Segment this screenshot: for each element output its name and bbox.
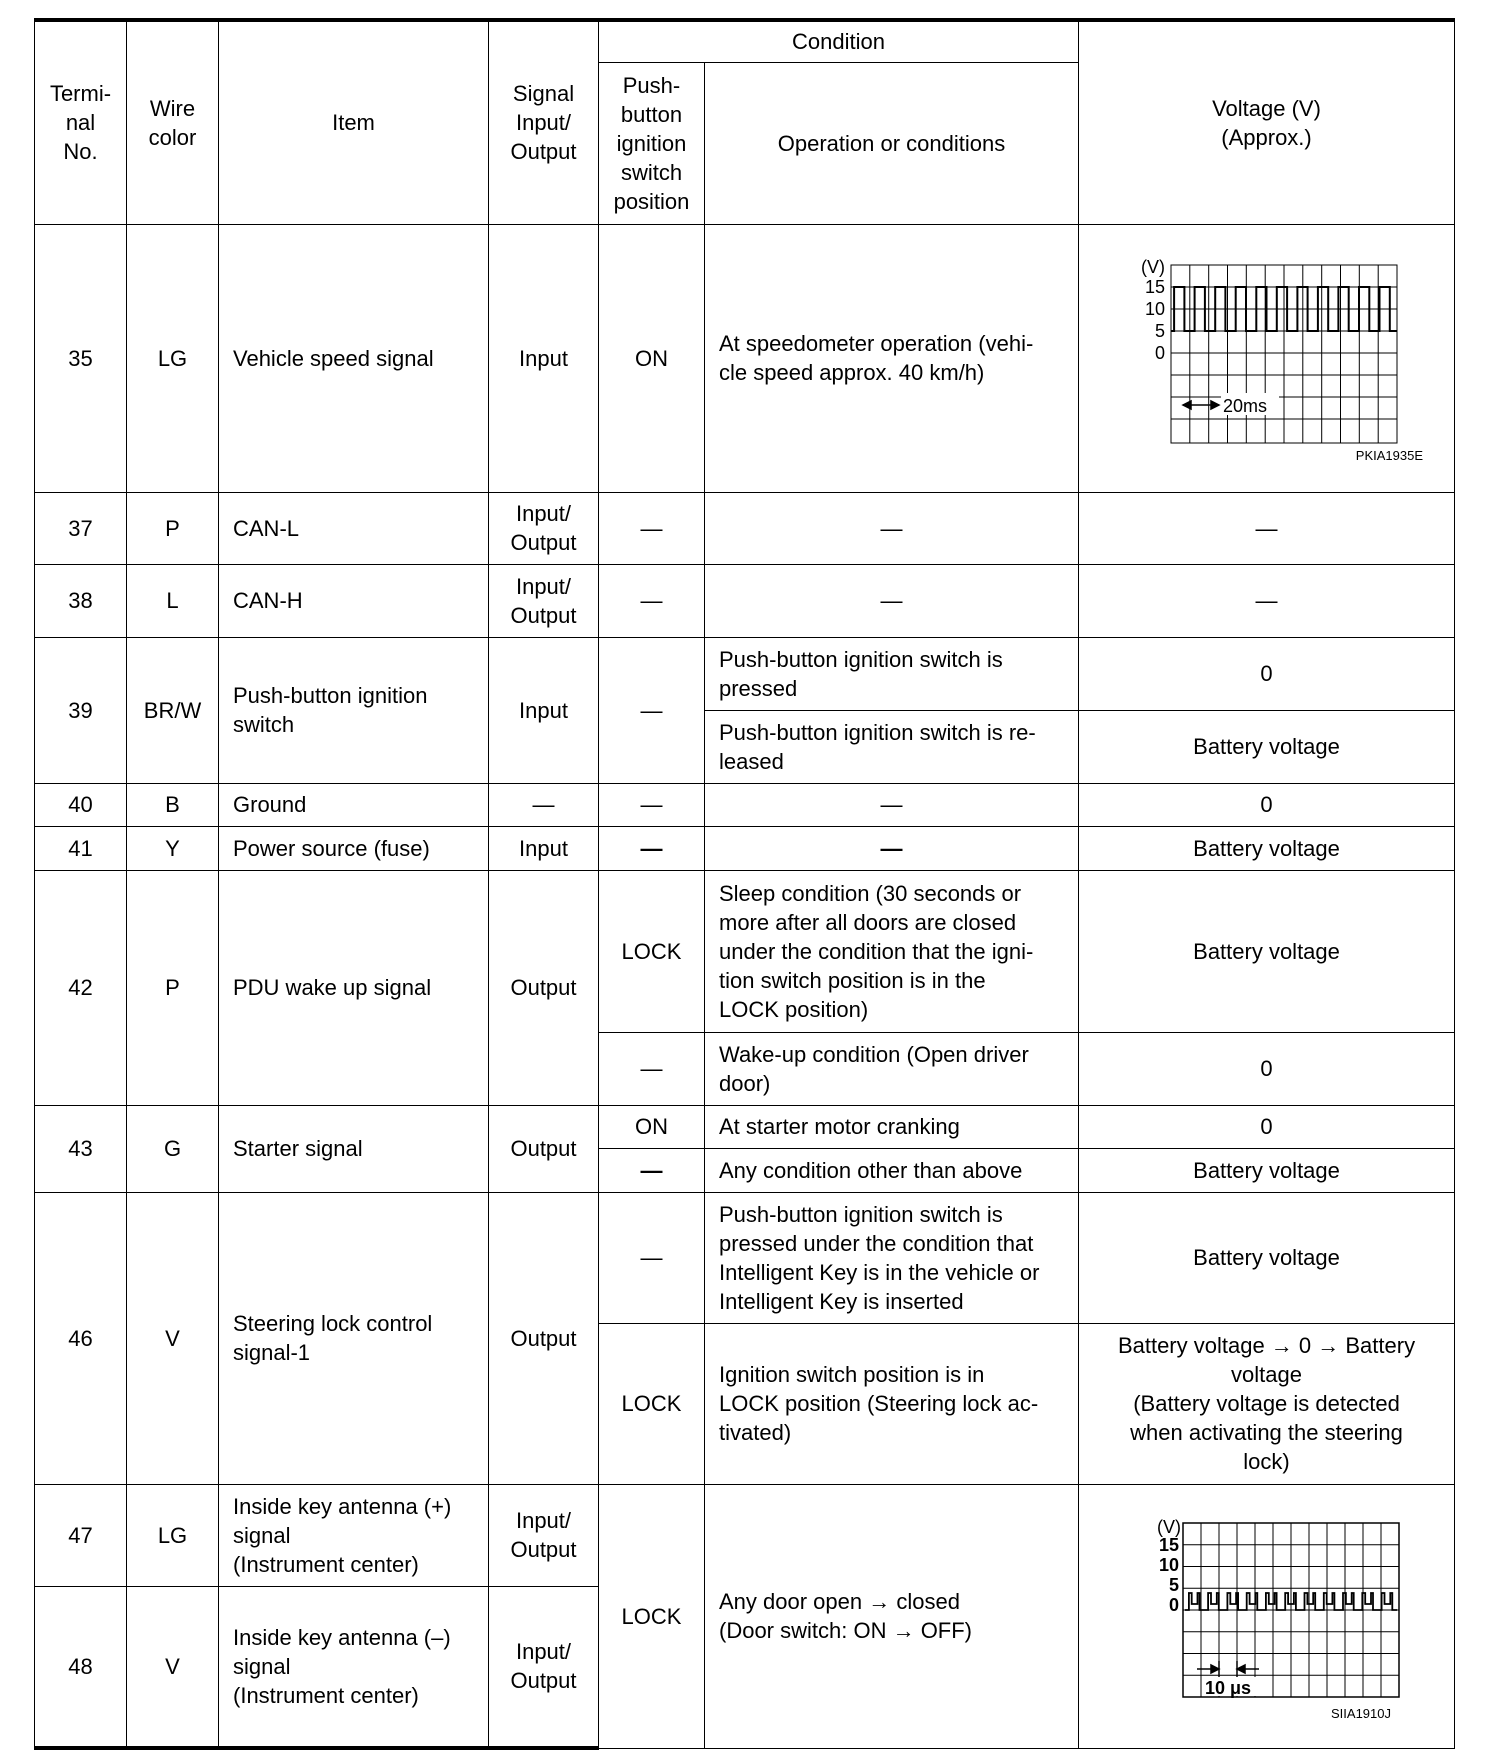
switch-position: — xyxy=(599,1032,705,1105)
header-item: Item xyxy=(219,20,489,224)
switch-position: LOCK xyxy=(599,870,705,1032)
signal-io: Input/ Output xyxy=(489,1586,599,1748)
wire-color: LG xyxy=(127,1484,219,1586)
table-row xyxy=(35,492,1455,564)
figure-code: SIIA1910J xyxy=(1330,1706,1391,1721)
terminal-no: 35 xyxy=(35,224,127,492)
terminal-no: 40 xyxy=(35,783,127,826)
wave-time-label: 20ms xyxy=(1222,396,1267,416)
terminal-no: 46 xyxy=(35,1192,127,1484)
voltage-value: 0 xyxy=(1079,637,1455,710)
condition-text: Push-button ignition switch is pressed xyxy=(705,637,1079,710)
item-name: Ground xyxy=(219,783,489,826)
signal-io: Input/ Output xyxy=(489,492,599,564)
condition-text: — xyxy=(705,783,1079,826)
voltage-waveform-cell xyxy=(1079,224,1455,492)
voltage-value: Battery voltage → 0 → Battery voltage (Battery voltage is detected when activating the steering lock) xyxy=(1079,1323,1455,1484)
signal-io: Output xyxy=(489,870,599,1105)
switch-position: ON xyxy=(599,224,705,492)
terminal-table-sheet xyxy=(34,18,1454,1750)
wave-time-label: 10 μs xyxy=(1204,1678,1251,1698)
condition-text: — xyxy=(705,826,1079,870)
terminal-no: 37 xyxy=(35,492,127,564)
terminal-no: 42 xyxy=(35,870,127,1105)
wave-tick-10: 10 xyxy=(1144,299,1165,319)
condition-text: Sleep condition (30 seconds or more after all doors are closed under the condition that the igni- tion switch position is in the LOCK position) xyxy=(705,870,1079,1032)
switch-position: — xyxy=(599,826,705,870)
table-row xyxy=(35,224,1455,492)
voltage-value: — xyxy=(1079,492,1455,564)
switch-position: — xyxy=(599,1192,705,1323)
header-operation: Operation or conditions xyxy=(705,62,1079,224)
terminal-no: 38 xyxy=(35,564,127,637)
wire-color: V xyxy=(127,1192,219,1484)
voltage-value: — xyxy=(1079,564,1455,637)
signal-io: Input xyxy=(489,637,599,783)
header-push-button-position: Push- button ignition switch position xyxy=(599,62,705,224)
terminal-no: 41 xyxy=(35,826,127,870)
item-name: Power source (fuse) xyxy=(219,826,489,870)
item-name: Steering lock control signal-1 xyxy=(219,1192,489,1484)
item-name: Push-button ignition switch xyxy=(219,637,489,783)
table-row xyxy=(35,1105,1455,1148)
voltage-waveform-cell xyxy=(1079,1484,1455,1748)
item-name: Vehicle speed signal xyxy=(219,224,489,492)
wave-tick-5: 5 xyxy=(1154,321,1165,341)
signal-io: — xyxy=(489,783,599,826)
voltage-value: 0 xyxy=(1079,1032,1455,1105)
switch-position: — xyxy=(599,637,705,783)
table-row xyxy=(35,564,1455,637)
switch-position: ON xyxy=(599,1105,705,1148)
header-row-1 xyxy=(35,20,1455,62)
voltage-value: Battery voltage xyxy=(1079,710,1455,783)
condition-text: Push-button ignition switch is re- leased xyxy=(705,710,1079,783)
item-name: Inside key antenna (+) signal (Instrument center) xyxy=(219,1484,489,1586)
vehicle-speed-waveform xyxy=(1107,253,1427,463)
table-row xyxy=(35,1484,1455,1586)
condition-text: At speedometer operation (vehi- cle speed approx. 40 km/h) xyxy=(705,224,1079,492)
condition-text: Push-button ignition switch is pressed under the condition that Intelligent Key is in the vehicle or Intelligent Key is inserted xyxy=(705,1192,1079,1323)
wire-color: G xyxy=(127,1105,219,1192)
antenna-signal-waveform xyxy=(1107,1511,1427,1721)
header-condition: Condition xyxy=(599,20,1079,62)
item-name: CAN-H xyxy=(219,564,489,637)
wire-color: V xyxy=(127,1586,219,1748)
voltage-value: Battery voltage xyxy=(1079,826,1455,870)
signal-io: Input/ Output xyxy=(489,1484,599,1586)
item-name: Starter signal xyxy=(219,1105,489,1192)
table-row xyxy=(35,1192,1455,1323)
signal-io: Input/ Output xyxy=(489,564,599,637)
wave-tick-10: 10 xyxy=(1158,1555,1179,1575)
condition-text: — xyxy=(705,492,1079,564)
wave-tick-15: 15 xyxy=(1158,1535,1179,1555)
terminal-table xyxy=(34,18,1455,1750)
terminal-no: 39 xyxy=(35,637,127,783)
wire-color: B xyxy=(127,783,219,826)
switch-position: LOCK xyxy=(599,1484,705,1748)
header-voltage: Voltage (V) (Approx.) xyxy=(1079,20,1455,224)
table-row xyxy=(35,783,1455,826)
time-scale-marker xyxy=(1183,401,1219,409)
voltage-value: Battery voltage xyxy=(1079,1148,1455,1192)
wave-unit: (V) xyxy=(1140,257,1165,277)
signal-io: Input xyxy=(489,826,599,870)
voltage-value: 0 xyxy=(1079,783,1455,826)
condition-text: Any door open → closed (Door switch: ON → OFF) xyxy=(705,1484,1079,1748)
condition-text: At starter motor cranking xyxy=(705,1105,1079,1148)
signal-io: Output xyxy=(489,1192,599,1484)
wire-color: L xyxy=(127,564,219,637)
header-terminal: Termi- nal No. xyxy=(35,20,127,224)
switch-position: — xyxy=(599,1148,705,1192)
item-name: CAN-L xyxy=(219,492,489,564)
wave-tick-15: 15 xyxy=(1144,277,1165,297)
wire-color: BR/W xyxy=(127,637,219,783)
wave-tick-0: 0 xyxy=(1154,343,1165,363)
figure-code: PKIA1935E xyxy=(1355,448,1423,463)
wave-tick-5: 5 xyxy=(1168,1575,1179,1595)
terminal-no: 48 xyxy=(35,1586,127,1748)
voltage-value: Battery voltage xyxy=(1079,1192,1455,1323)
terminal-no: 47 xyxy=(35,1484,127,1586)
wave-unit: (V) xyxy=(1156,1517,1181,1537)
wire-color: P xyxy=(127,492,219,564)
condition-text: Ignition switch position is in LOCK position (Steering lock ac- tivated) xyxy=(705,1323,1079,1484)
time-scale-marker xyxy=(1197,1661,1259,1677)
wire-color: P xyxy=(127,870,219,1105)
voltage-value: 0 xyxy=(1079,1105,1455,1148)
header-signal: Signal Input/ Output xyxy=(489,20,599,224)
switch-position: — xyxy=(599,492,705,564)
condition-text: Wake-up condition (Open driver door) xyxy=(705,1032,1079,1105)
voltage-value: Battery voltage xyxy=(1079,870,1455,1032)
table-row xyxy=(35,870,1455,1032)
wire-color: Y xyxy=(127,826,219,870)
wave-tick-0: 0 xyxy=(1168,1595,1179,1615)
wire-color: LG xyxy=(127,224,219,492)
header-wire-color: Wire color xyxy=(127,20,219,224)
item-name: Inside key antenna (–) signal (Instrument center) xyxy=(219,1586,489,1748)
switch-position: — xyxy=(599,564,705,637)
condition-text: Any condition other than above xyxy=(705,1148,1079,1192)
condition-text: — xyxy=(705,564,1079,637)
signal-io: Input xyxy=(489,224,599,492)
switch-position: LOCK xyxy=(599,1323,705,1484)
terminal-no: 43 xyxy=(35,1105,127,1192)
item-name: PDU wake up signal xyxy=(219,870,489,1105)
signal-io: Output xyxy=(489,1105,599,1192)
switch-position: — xyxy=(599,783,705,826)
table-row xyxy=(35,637,1455,710)
table-row xyxy=(35,826,1455,870)
